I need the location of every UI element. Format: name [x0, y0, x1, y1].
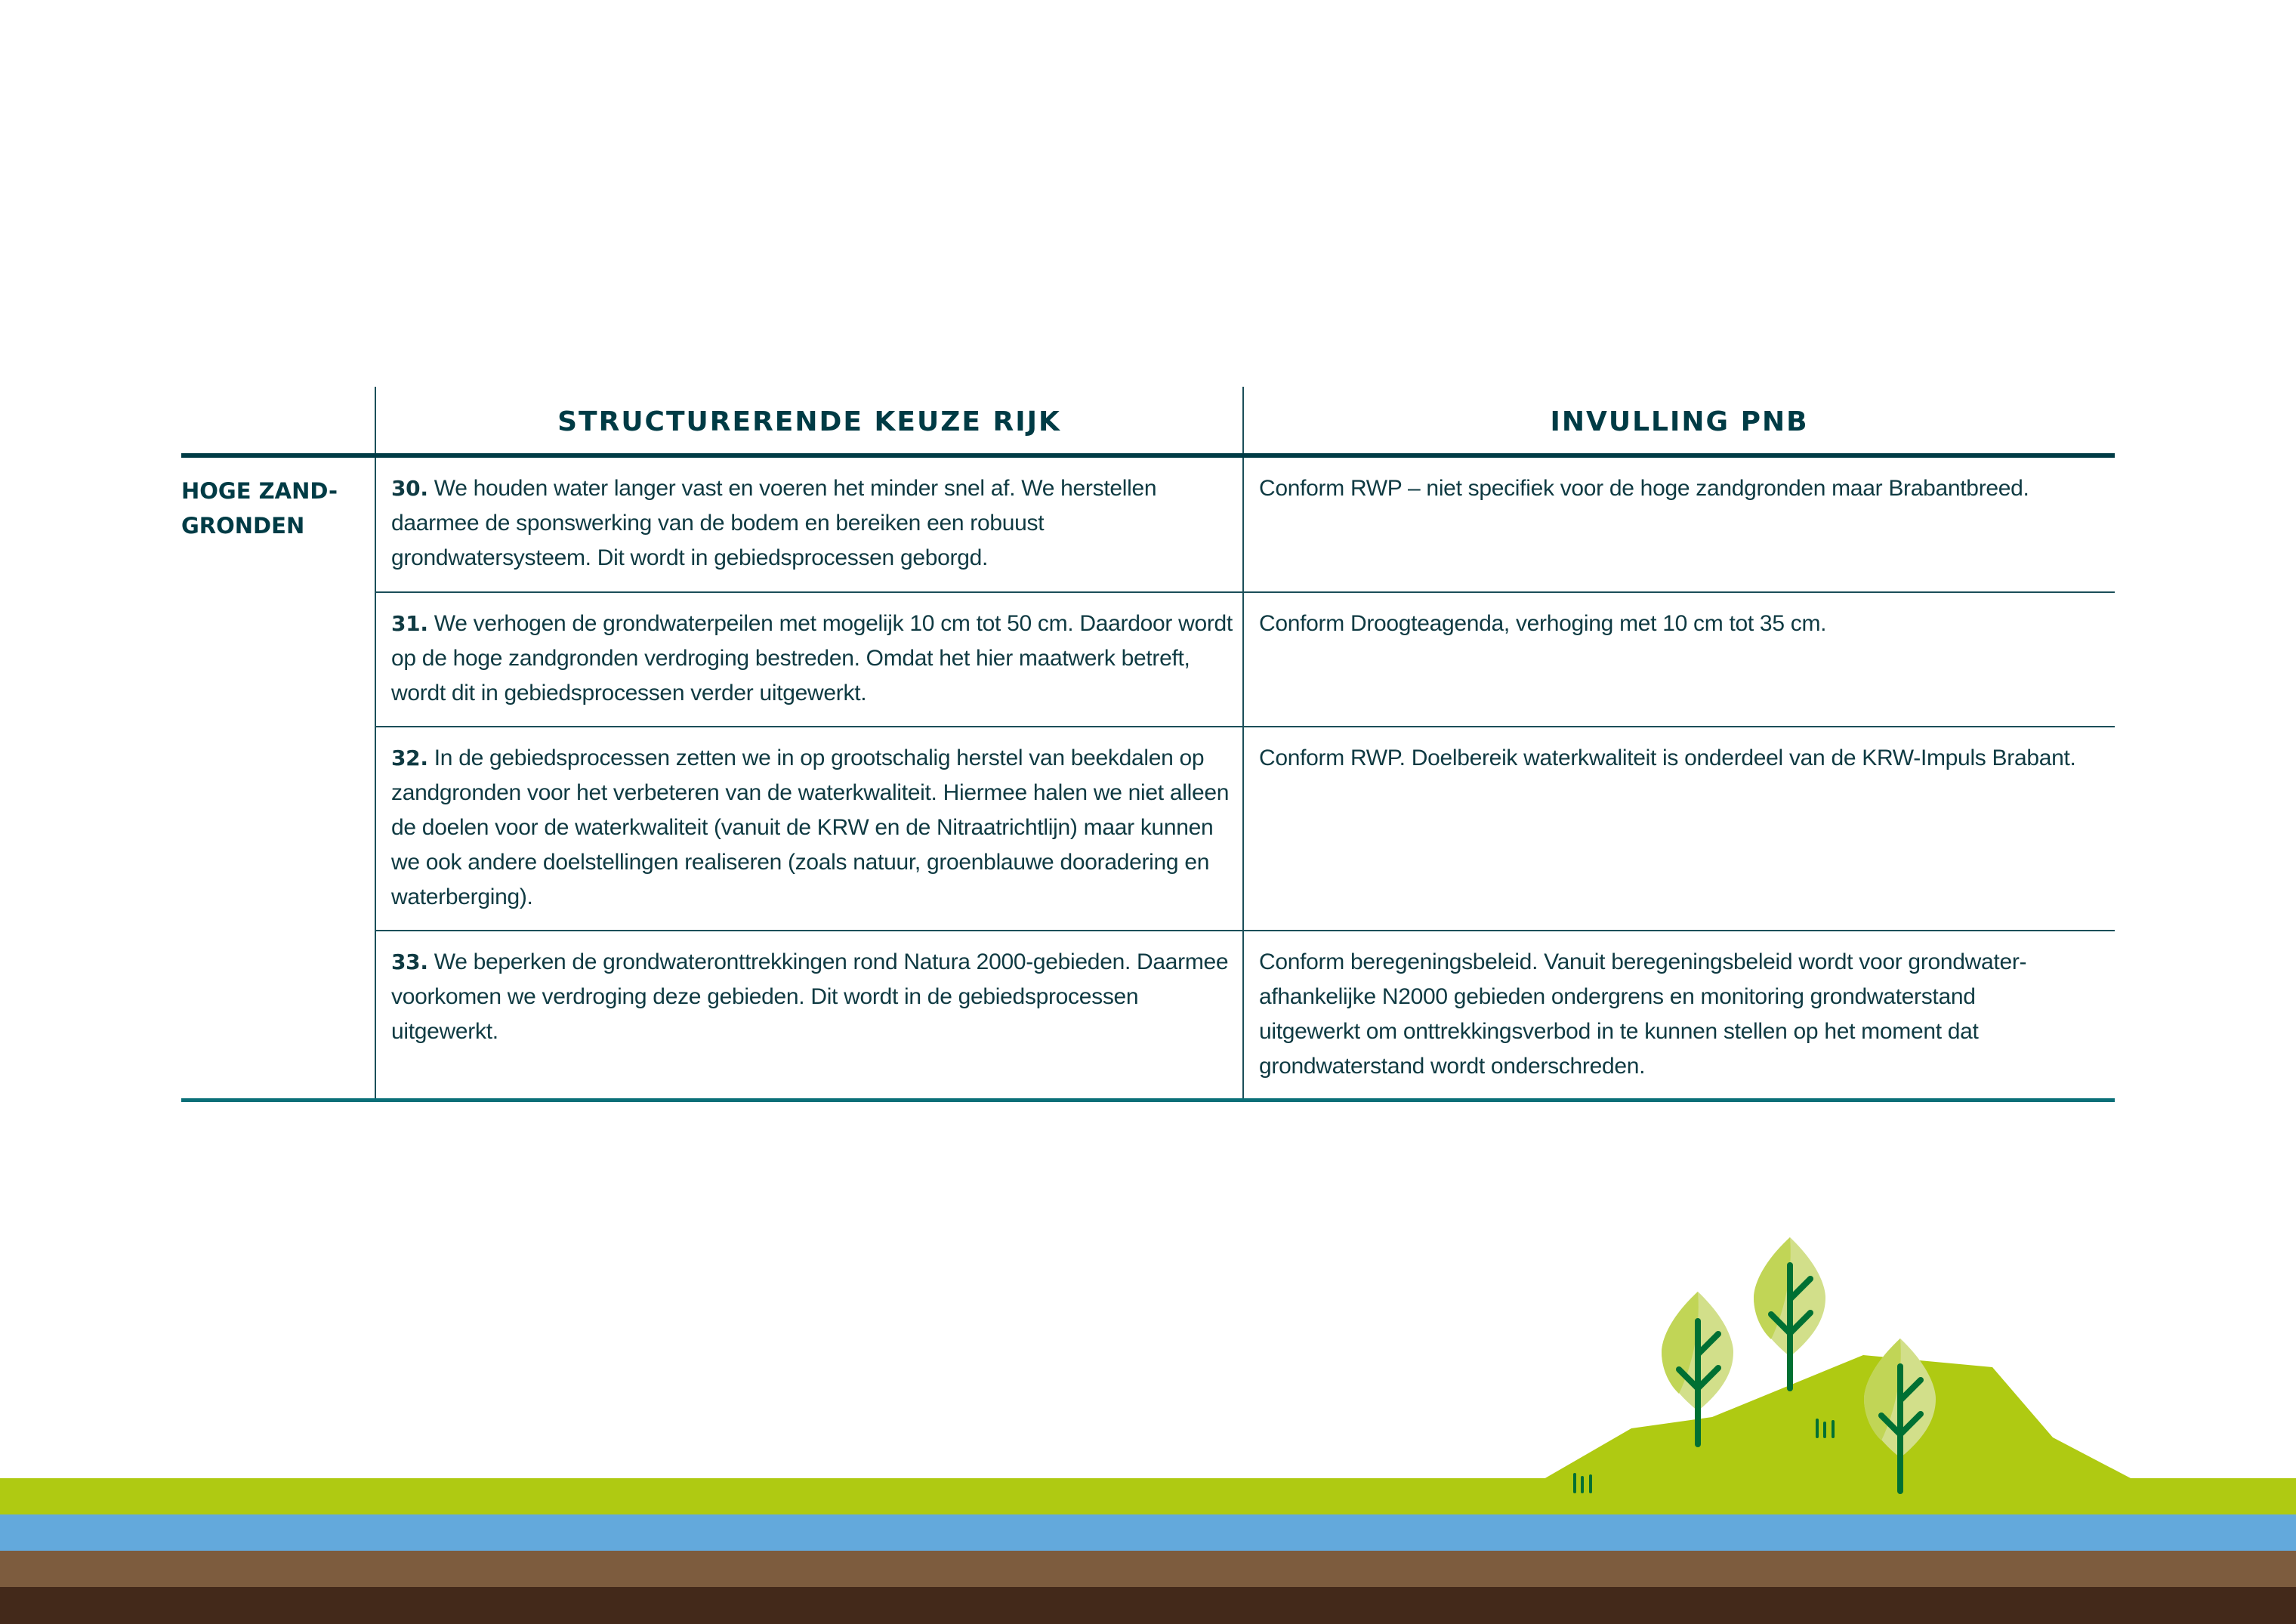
table-row-32-invulling: Conform RWP. Doelbereik waterkwaliteit is onderdeel van de KRW-Impuls Brabant. [1259, 746, 2076, 770]
row-number: 31. [391, 611, 428, 636]
table-row-33-invulling: Conform beregeningsbeleid. Vanuit beregeningsbeleid wordt voor grondwater-afhankelijke N2000 gebieden ondergrens en monitoring grondwaterstand uitgewerkt om onttrekkingsverbod in te kunnen stellen op het moment dat grondwaterstand wordt onderschreden. [1259, 949, 2027, 1079]
row-number: 32. [391, 746, 428, 770]
row-keuze-text: We houden water langer vast en voeren het minder snel af. We herstellen daarmee de sponswerking van de bodem en bereiken een robuust grondwatersysteem. Dit wordt in gebiedsprocessen geborgd. [391, 476, 1157, 570]
deep-soil-layer [0, 1587, 2296, 1624]
row-keuze-text: We beperken de grondwateronttrekkingen rond Natura 2000-gebieden. Daarmee voorkomen we verdroging deze gebieden. Dit wordt in de gebiedsprocessen uitgewerkt. [391, 949, 1229, 1044]
row-divider [375, 591, 2115, 593]
header-structurerende-keuze-rijk: STRUCTURERENDE KEUZE RIJK [557, 406, 1061, 437]
header-invulling-pnb: INVULLING PNB [1550, 406, 1809, 437]
table-row-31-invulling: Conform Droogteagenda, verhoging met 10 cm tot 35 cm. [1259, 611, 1827, 636]
header-rule [181, 453, 2115, 458]
section-label-line-2: GRONDEN [181, 513, 305, 539]
section-label-line-1: HOGE ZAND- [181, 478, 338, 504]
row-number: 33. [391, 949, 428, 974]
hill-icon [1544, 1355, 2132, 1479]
table-bottom-rule [181, 1098, 2115, 1102]
table-row-30-keuze [391, 471, 1233, 576]
water-layer [0, 1514, 2296, 1551]
table-row-31-keuze [391, 607, 1233, 711]
row-divider [375, 726, 2115, 727]
soil-layers [0, 1478, 2296, 1624]
landscape-illustration [0, 1209, 2296, 1624]
tree-icon [1754, 1237, 1825, 1388]
table-row-32-keuze [391, 741, 1233, 915]
row-keuze-text: In de gebiedsprocessen zetten we in op grootschalig herstel van beekdalen op zandgronden voor het verbeteren van de waterkwaliteit. Hiermee halen we niet alleen de doelen voor de waterkwaliteit (vanuit de KRW en de Nitraatrichtlijn) maar kunnen we ook andere doelstellingen realiseren (zoals natuur, groenblauwe dooradering en waterberging). [391, 746, 1230, 909]
row-divider [375, 930, 2115, 931]
column-divider-1 [375, 387, 376, 1101]
section-label-hoge-zandgronden [181, 474, 355, 543]
soil-layer [0, 1551, 2296, 1587]
grass-layer [0, 1478, 2296, 1514]
table-row-30-invulling: Conform RWP – niet specifiek voor de hoge zandgronden maar Brabantbreed. [1259, 476, 2029, 501]
row-number: 30. [391, 476, 428, 501]
row-keuze-text: We verhogen de grondwaterpeilen met mogelijk 10 cm tot 50 cm. Daardoor wordt op de hoge zandgronden verdroging bestreden. Omdat het hier maatwerk betreft, wordt dit in gebiedsprocessen verder uitgewerkt. [391, 611, 1233, 705]
column-divider-2 [1242, 387, 1244, 1101]
table-row-33-keuze [391, 945, 1241, 1049]
